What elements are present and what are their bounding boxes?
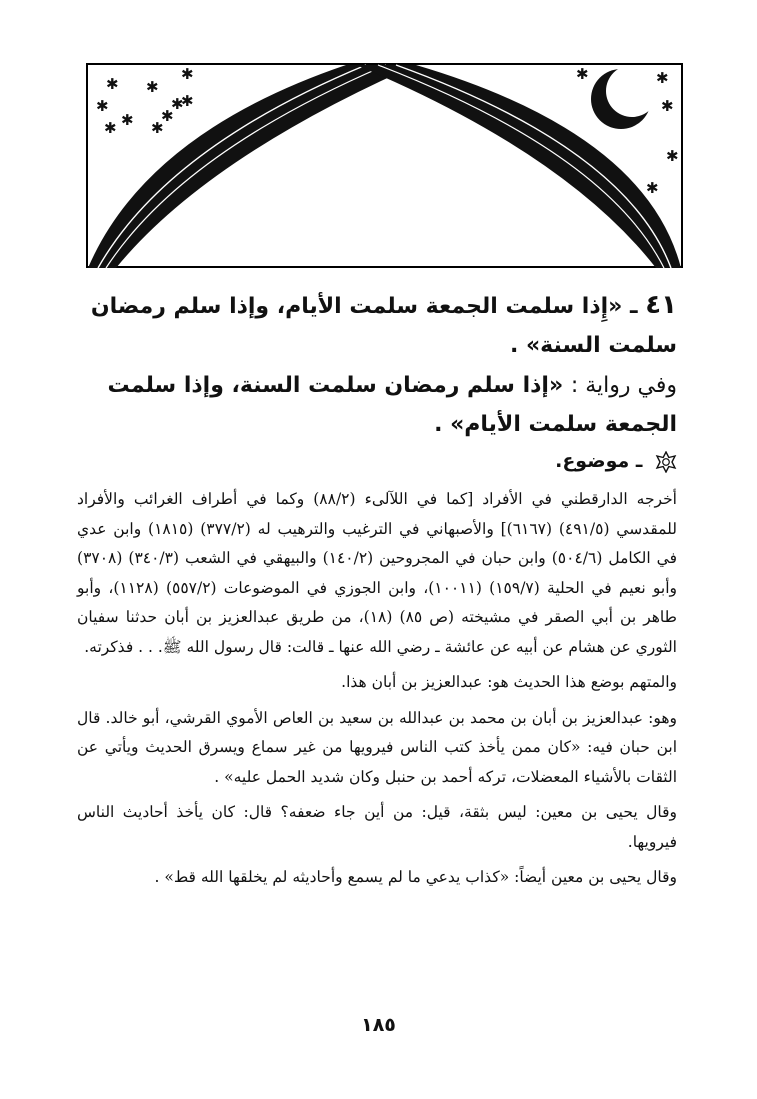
svg-text:✱: ✱ — [96, 97, 109, 115]
svg-text:✱: ✱ — [121, 111, 134, 129]
grade-heading — [77, 450, 677, 473]
svg-text:✱: ✱ — [146, 78, 159, 96]
svg-text:✱: ✱ — [181, 92, 194, 110]
paragraph-biography: وهو: عبدالعزيز بن أبان بن محمد بن عبدالله بن سعيد بن العاص الأموي القرشي، أبو خالد. قال ابن حبان فيه: «كان ممن يأخذ كتب الناس فيرويها من غير سماع ويسرق الحديث ويأتي عن الثقات بالأشياء المعضلات، تركه أحمد بن حنبل وكان شديد الحمل عليه» . — [77, 708, 677, 786]
svg-text:✱: ✱ — [656, 69, 669, 87]
svg-text:✱: ✱ — [171, 95, 184, 113]
svg-text:✱: ✱ — [104, 119, 117, 137]
svg-text:✱: ✱ — [151, 119, 164, 137]
svg-text:✱: ✱ — [646, 179, 659, 197]
svg-text:✱: ✱ — [576, 65, 589, 83]
header-banner — [86, 63, 683, 268]
hadith-number: ٤١ — [645, 290, 677, 320]
svg-text:✱: ✱ — [161, 107, 174, 125]
grade-label: ـ موضوع. — [555, 450, 643, 472]
svg-text:✱: ✱ — [661, 97, 674, 115]
paragraph-sources: أخرجه الدارقطني في الأفراد [كما في اللآلىء (٨٨/٢) وكما في أطراف الغرائب والأفراد للمقدسي (٤٩١/٥) (٦١٦٧)] والأصبهاني في الترغيب والترهيب له (٣٧٧/٢) (١٨١٥) وابن عدي في الكامل (٥٠٤/٦) وابن حبان في المجروحين (١٤٠/٢) والبيهقي في الشعب (٣٤٠/٣) (٣٧٠٨) وأبو نعيم في الحلية (١٥٩/٧) (١٠٠١١)، وابن الجوزي في الموضوعات (٥٥٧/٢) (١١٢٨)، وأبو طاهر بن أبي الصقر في مشيخته (ص ٨٥) (١٨)، من طريق عبدالعزيز بن أبان حدثنا سفيان الثوري عن هشام عن أبيه عن عائشة ـ رضي الله عنها ـ قالت: قال رسول الله ﷺ. . . فذكرته. — [77, 490, 678, 656]
paragraph-ibn-main-2: وقال يحيى بن معين أيضاً: «كذاب يدعي ما لم يسمع وأحاديثه لم يخلقها الله قط» . — [154, 868, 677, 886]
variant-text: «إذا سلم رمضان سلمت السنة، وإذا سلمت الجمعة سلمت الأيام» . — [107, 373, 677, 437]
hadith-block: ٤١ ـ «إِذا سلمت الجمعة سلمت الأيام، وإذا سلم رمضان سلمت السنة» . — [90, 290, 677, 358]
hadith-variant-block — [77, 366, 677, 444]
star-ornament-icon — [655, 451, 677, 473]
hadith-text: «إِذا سلمت الجمعة سلمت الأيام، وإذا سلم رمضان سلمت السنة» . — [90, 294, 677, 358]
svg-text:✱: ✱ — [106, 75, 119, 93]
svg-text:✱: ✱ — [666, 147, 679, 165]
paragraph-accused: والمتهم بوضع هذا الحديث هو: عبدالعزيز بن أبان هذا. — [341, 673, 677, 691]
svg-text:✱: ✱ — [181, 65, 194, 83]
page-number: ١٨٥ — [361, 1014, 396, 1036]
variant-intro: وفي رواية : — [570, 373, 677, 398]
paragraph-ibn-main-1: وقال يحيى بن معين: ليس بثقة، قيل: من أين جاء ضعفه؟ قال: كان يأخذ أحاديث الناس فيرويها. — [77, 803, 677, 851]
commentary — [77, 485, 677, 899]
